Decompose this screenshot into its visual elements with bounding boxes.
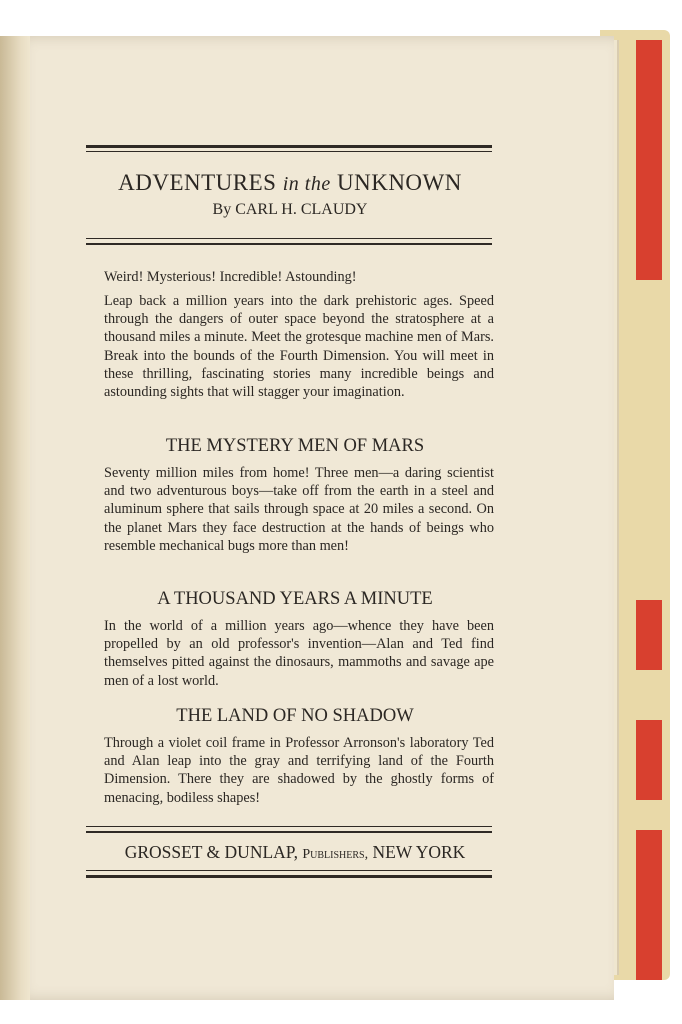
intro-body: Leap back a million years into the dark prehistoric ages. Speed through the dangers of outer space beyond the stratosphere at a thousand miles a minute. Meet the grotesque machine men of Mars. Break into the bounds of the Fourth Dimension. You will meet in these thrilling, fascinating stories many incredible beings and astounding sights that will stagger your imagination.	[104, 293, 494, 401]
publisher-name: GROSSET & DUNLAP,	[124, 842, 298, 862]
jacket-stripe	[636, 830, 662, 980]
footer-rule-bottom-thin	[86, 870, 492, 871]
jacket-stripe	[636, 40, 662, 280]
section-body-mars: Seventy million miles from home! Three men—a daring scientist and two adventurous boys—take off from the earth in a steel and aluminum sphere that sails through space at 20 miles a second. On the planet Mars they face destruction at the hands of beings who resemble mechanical bugs more than men!	[104, 465, 494, 554]
section-heading-no-shadow: THE LAND OF NO SHADOW	[176, 706, 414, 726]
section-body-thousand-years: In the world of a million years ago—whence they have been propelled by an old professor's invention—Alan and Ted find themselves pitted against the dinosaurs, mammoths and savage ape men of a lost world.	[104, 618, 494, 689]
footer-rule-bottom-thick	[86, 875, 492, 878]
publisher-word: Publishers,	[302, 847, 369, 862]
jacket-stripe	[636, 720, 662, 800]
title-word-adventures: ADVENTURES	[118, 170, 277, 195]
section-heading-mars: THE MYSTERY MEN OF MARS	[165, 436, 425, 456]
publisher-line	[90, 842, 500, 863]
title-word-in-the: in the	[282, 173, 331, 195]
title-rule-thick	[86, 243, 492, 245]
top-rule-thick	[86, 145, 492, 148]
author-line: By CARL H. CLAUDY	[212, 201, 368, 218]
section-body-no-shadow: Through a violet coil frame in Professor Arronson's laboratory Ted and Alan leap into the gray and terrifying land of the Fourth Dimension. There they are shadowed by the ghostly forms of menacing, bodiless shapes!	[104, 735, 494, 806]
footer-rule-top-thick	[86, 831, 492, 833]
footer-rule-top-thin	[86, 826, 492, 827]
title-word-unknown: UNKNOWN	[336, 170, 462, 195]
top-rule-thin	[86, 151, 492, 152]
publisher-city: NEW YORK	[372, 842, 466, 862]
jacket-stripe	[636, 600, 662, 670]
section-heading-thousand-years: A THOUSAND YEARS A MINUTE	[157, 589, 433, 609]
book-title	[40, 170, 540, 196]
book-spine	[0, 36, 30, 1000]
intro-tagline: Weird! Mysterious! Incredible! Astounding!	[104, 269, 357, 285]
title-rule-thin	[86, 238, 492, 239]
